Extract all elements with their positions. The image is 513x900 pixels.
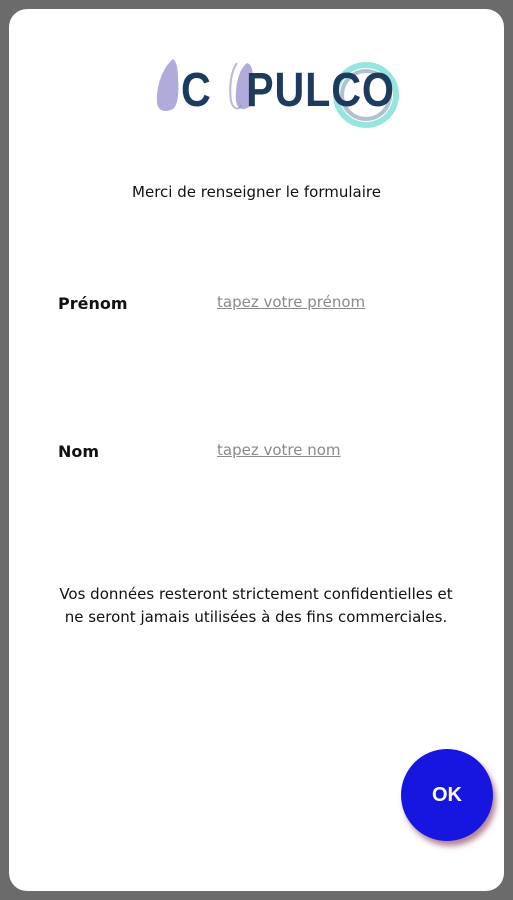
first-name-input[interactable] — [217, 293, 457, 311]
logo-wordmark: C PULCO — [181, 64, 395, 117]
last-name-input[interactable] — [217, 441, 457, 459]
privacy-notice: Vos données resteront strictement confidentielles et ne seront jamais utilisées à des fins commerciales. — [59, 585, 453, 626]
ok-button[interactable]: OK — [401, 749, 493, 841]
last-name-label: Nom — [58, 442, 100, 461]
first-name-label: Prénom — [58, 294, 128, 313]
form-intro: Merci de renseigner le formulaire — [132, 183, 381, 201]
form-screen — [9, 9, 504, 891]
acapulco-logo — [151, 53, 401, 133]
left-lung-icon — [157, 59, 178, 111]
